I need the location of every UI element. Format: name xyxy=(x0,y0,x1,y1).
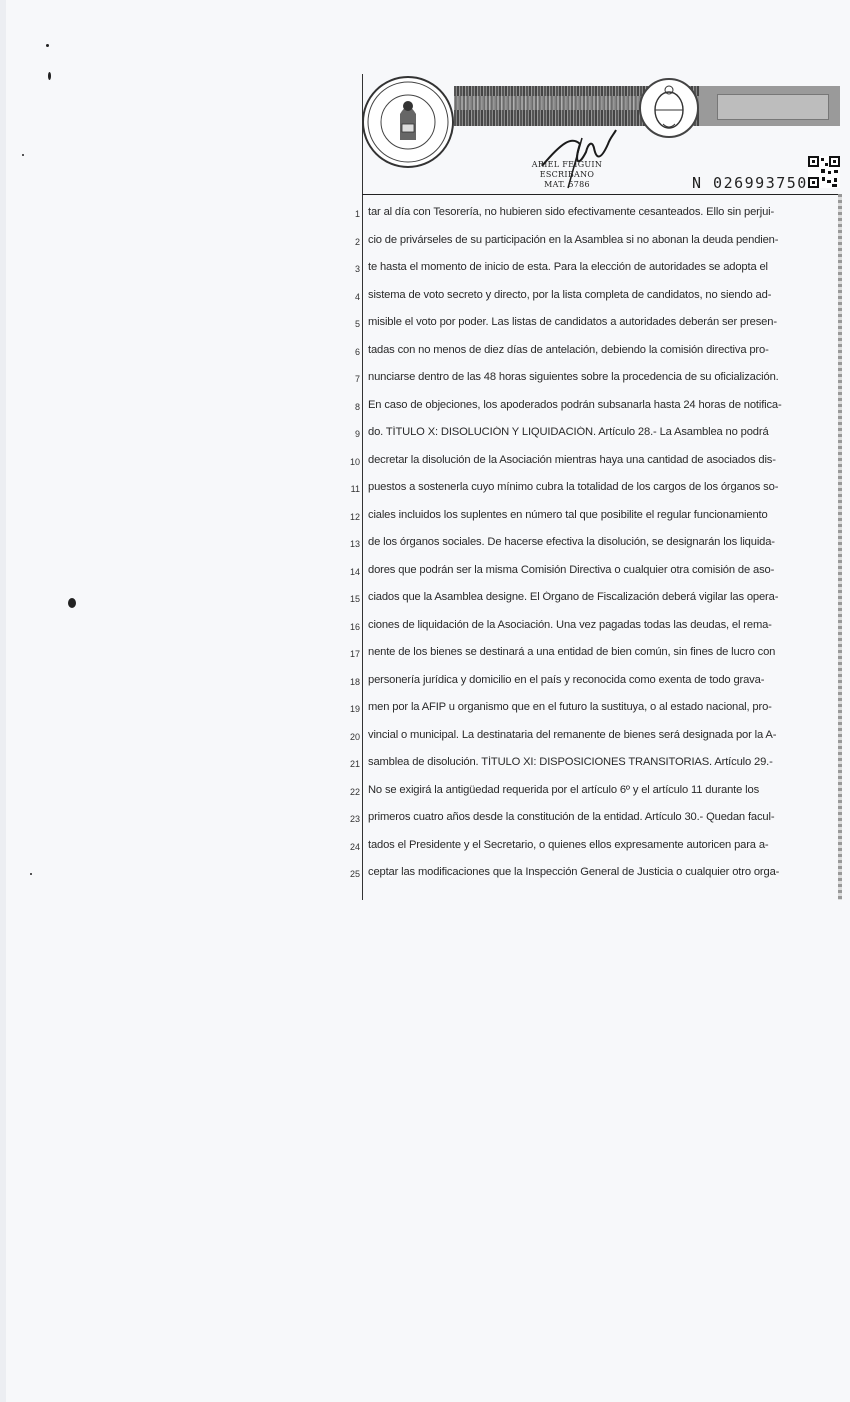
notary-stamp xyxy=(522,160,612,190)
line-text: En caso de objeciones, los apoderados podrán subsanarla hasta 24 horas de notifica- xyxy=(368,398,782,411)
text-line xyxy=(349,668,838,696)
notarial-page xyxy=(349,74,842,900)
line-number: 18 xyxy=(349,676,360,687)
line-text: ceptar las modificaciones que la Inspección General de Justicia o cualquier otro orga- xyxy=(368,866,780,878)
security-plate-inner xyxy=(717,94,829,120)
scan-speck xyxy=(68,598,76,608)
text-line xyxy=(349,778,838,806)
line-number: 10 xyxy=(349,456,360,467)
line-text: primeros cuatro años desde la constitución de la entidad. Artículo 30.- Quedan facul- xyxy=(368,811,775,823)
line-number: 23 xyxy=(349,814,360,824)
line-number: 9 xyxy=(354,429,360,439)
page-header xyxy=(362,74,842,194)
line-text: tar al día con Tesorería, no hubieren sido efectivamente cesanteados. Ello sin perjui- xyxy=(368,206,775,218)
text-line xyxy=(354,365,838,393)
line-number: 22 xyxy=(349,786,360,797)
text-line xyxy=(349,640,838,668)
text-line xyxy=(349,558,838,586)
line-number: 17 xyxy=(349,649,360,659)
line-text: puestos a sostenerla cuyo mínimo cubra la totalidad de los cargos de los órganos so- xyxy=(368,481,779,493)
coat-of-arms-icon xyxy=(639,78,699,138)
line-text: men por la AFIP u organismo que en el futuro la sustituya, o al estado nacional, pro- xyxy=(368,701,772,713)
line-text: ciales incluidos los suplentes en número tal que posibilite el regular funcionamiento xyxy=(368,508,768,521)
line-number: 2 xyxy=(354,236,360,247)
text-line xyxy=(349,833,838,861)
scan-speck xyxy=(22,154,24,156)
text-line xyxy=(349,695,838,723)
line-number: 6 xyxy=(354,346,360,357)
text-line xyxy=(354,228,838,256)
text-line xyxy=(354,393,838,421)
line-number: 13 xyxy=(349,539,360,549)
line-text: misible el voto por poder. Las listas de candidatos a autoridades deberán ser presen- xyxy=(368,316,777,328)
line-text: samblea de disolución. TÍTULO XI: DISPOSICIONES TRANSITORIAS. Artículo 29.- xyxy=(368,756,773,768)
text-line xyxy=(349,613,838,641)
sheet-edge xyxy=(0,0,6,1402)
text-line xyxy=(354,420,838,448)
line-text: personería jurídica y domicilio en el país y reconocida como exenta de todo grava- xyxy=(368,673,765,686)
text-line xyxy=(354,310,838,338)
text-line xyxy=(354,255,838,283)
line-number: 3 xyxy=(354,264,360,274)
line-number: 4 xyxy=(354,291,360,302)
text-line xyxy=(354,338,838,366)
text-line xyxy=(349,750,838,778)
text-line xyxy=(349,723,838,751)
text-line xyxy=(349,860,838,888)
line-text: ciados que la Asamblea designe. El Órgano de Fiscalización deberá vigilar las opera- xyxy=(368,591,779,603)
notary-name: ARIEL FEIGUIN xyxy=(531,160,603,169)
scan-speck xyxy=(48,72,51,80)
line-number: 14 xyxy=(349,566,360,577)
line-text: te hasta el momento de inicio de esta. Para la elección de autoridades se adopta el xyxy=(368,261,768,273)
line-number: 16 xyxy=(349,621,360,632)
serial-number: N 026993750 xyxy=(692,174,808,192)
header-rule xyxy=(362,194,842,195)
text-line xyxy=(354,200,838,228)
text-line xyxy=(349,448,838,476)
line-text: cio de privárseles de su participación en la Asamblea si no abonan la deuda pendien- xyxy=(368,233,779,246)
line-text: dores que podrán ser la misma Comisión Directiva o cualquier otra comisión de aso- xyxy=(368,563,775,576)
line-number: 1 xyxy=(354,209,360,219)
qr-code-icon xyxy=(808,156,840,188)
text-line xyxy=(350,475,838,503)
line-text: nente de los bienes se destinará a una entidad de bien común, sin fines de lucro con xyxy=(368,646,776,658)
line-number: 11 xyxy=(350,484,360,494)
scan-speck xyxy=(46,44,49,47)
line-text: nunciarse dentro de las 48 horas siguientes sobre la procedencia de su oficialización. xyxy=(368,371,779,383)
notary-matricula: MAT. 5786 xyxy=(544,180,590,189)
line-number: 5 xyxy=(354,319,360,329)
notary-title: ESCRIBANO xyxy=(539,170,595,179)
line-text: do. TÍTULO X: DISOLUCIÓN Y LIQUIDACIÓN. Artículo 28.- La Asamblea no podrá xyxy=(368,426,769,438)
line-text: tados el Presidente y el Secretario, o quienes ellos expresamente autoricen para a- xyxy=(368,838,769,851)
line-number: 24 xyxy=(349,841,360,852)
line-text: vincial o municipal. La destinataria del remanente de bienes será designada por la A- xyxy=(368,728,777,741)
line-text: ciones de liquidación de la Asociación. Una vez pagadas todas las deudas, el rema- xyxy=(368,618,772,631)
line-number: 25 xyxy=(349,869,360,879)
line-number: 19 xyxy=(349,704,360,714)
line-number: 20 xyxy=(349,731,360,742)
line-text: decretar la disolución de la Asociación mientras haya una cantidad de asociados dis- xyxy=(368,453,776,466)
line-number: 21 xyxy=(349,759,360,769)
line-text: de los órganos sociales. De hacerse efectiva la disolución, se designarán los liquida- xyxy=(368,536,775,548)
line-number: 7 xyxy=(354,374,360,384)
right-edge-rule xyxy=(838,194,842,900)
line-number: 12 xyxy=(349,511,360,522)
numbered-text-lines xyxy=(349,200,838,888)
text-line xyxy=(354,283,838,311)
line-text: sistema de voto secreto y directo, por la lista completa de candidatos, no siendo ad- xyxy=(368,288,772,301)
scan-speck xyxy=(30,873,32,875)
line-number: 8 xyxy=(354,401,360,412)
text-line xyxy=(349,805,838,833)
text-line xyxy=(349,503,838,531)
colegio-seal xyxy=(362,76,454,168)
line-text: No se exigirá la antigüedad requerida por el artículo 6º y el artículo 11 durante los xyxy=(368,783,760,796)
text-line xyxy=(349,530,838,558)
line-text: tadas con no menos de diez días de antelación, debiendo la comisión directiva pro- xyxy=(368,343,769,356)
text-line xyxy=(349,585,838,613)
seal-emblem-icon xyxy=(364,78,452,166)
line-number: 15 xyxy=(349,594,360,604)
